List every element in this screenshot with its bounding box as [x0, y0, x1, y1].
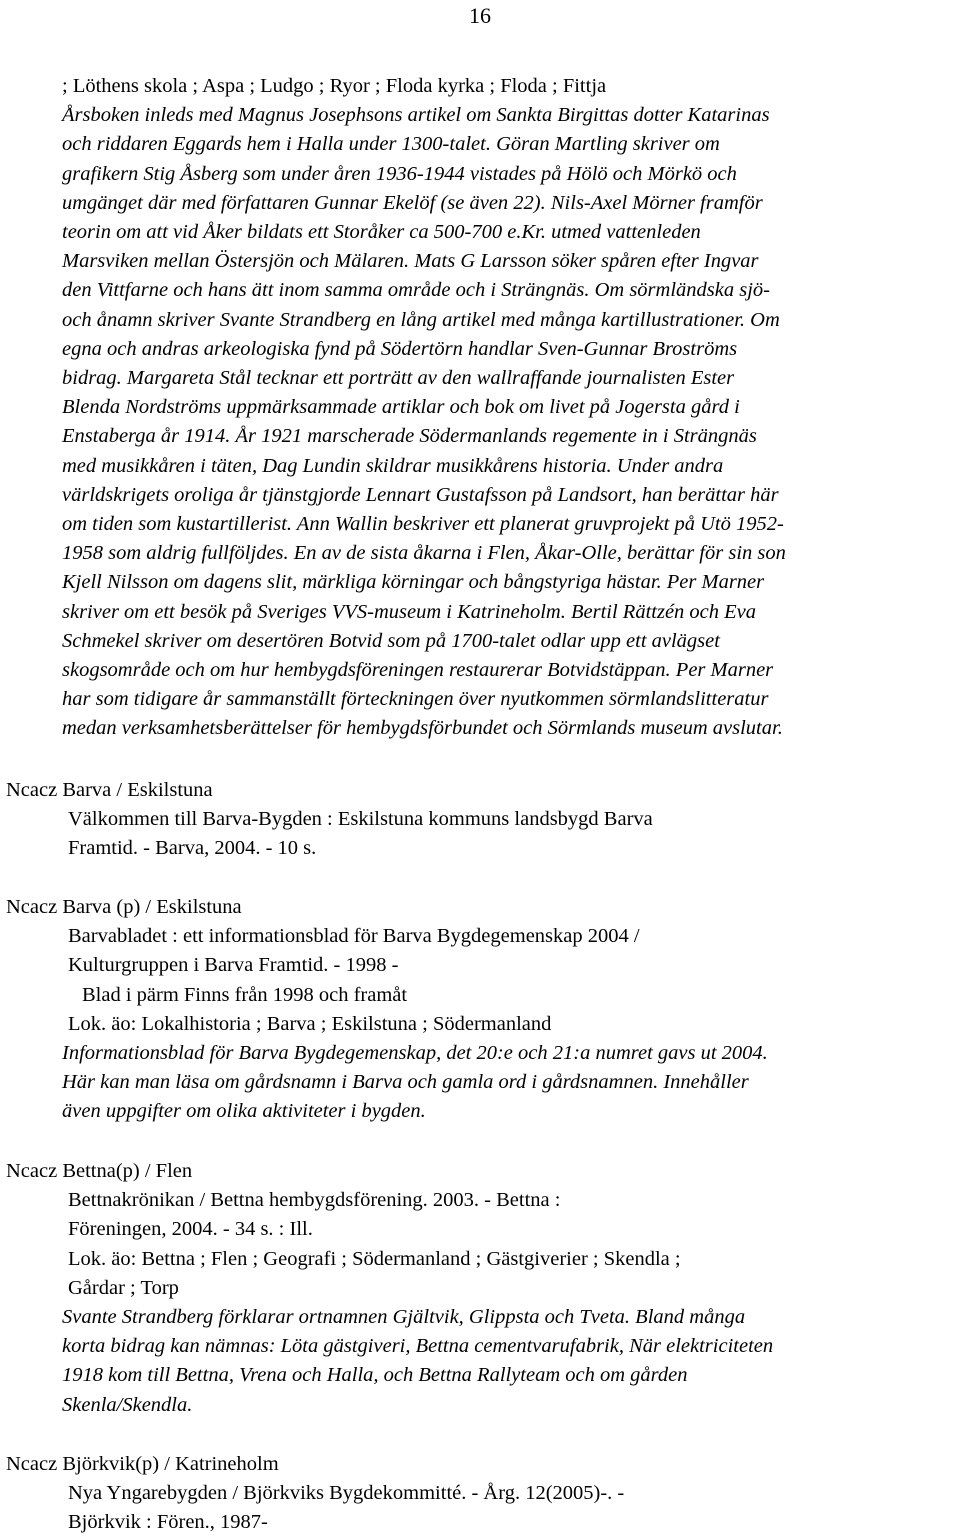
intro-line: har som tidigare år sammanställt förteckningen över nyutkommen sörmlandslitteratur: [62, 688, 769, 711]
intro-line: om tiden som kustartillerist. Ann Wallin beskriver ett planerat gruvprojekt på Utö 1952-: [62, 513, 784, 536]
entry-body-line: Framtid. - Barva, 2004. - 10 s.: [68, 837, 317, 860]
entry-body-line: Gårdar ; Torp: [68, 1276, 179, 1299]
intro-line: Marsviken mellan Östersjön och Mälaren. Mats G Larsson söker spåren efter Ingvar: [62, 250, 759, 273]
catalog-entry: [6, 776, 956, 864]
intro-line: teorin om att vid Åker bildats ett Storåker ca 500-700 e.Kr. utmed vattenleden: [62, 221, 701, 244]
intro-line: och riddaren Eggards hem i Halla under 1300-talet. Göran Martling skriver om: [62, 133, 720, 156]
page-number: 16: [469, 3, 491, 28]
intro-line: ; Löthens skola ; Aspa ; Ludgo ; Ryor ; Floda kyrka ; Floda ; Fittja: [62, 75, 607, 97]
intro-line: bidrag. Margareta Stål tecknar ett porträtt av den wallraffande journalisten Ester: [62, 367, 735, 390]
intro-line: egna och andras arkeologiska fynd på Södertörn handlar Sven-Gunnar Broströms: [62, 337, 738, 360]
entry-body-line: Lok. äo: Bettna ; Flen ; Geografi ; Södermanland ; Gästgiverier ; Skendla ;: [68, 1247, 681, 1270]
entry-annotation-line: Informationsblad för Barva Bygdegemenskap, det 20:e och 21:a numret gavs ut 2004.: [62, 1042, 768, 1065]
catalog-entry: [6, 1450, 956, 1538]
entry-body-line: Bettnakrönikan / Bettna hembygdsförening. 2003. - Bettna :: [68, 1189, 561, 1212]
entry-body-line: Björkvik : Fören., 1987-: [68, 1511, 268, 1534]
intro-line: och ånamn skriver Svante Strandberg en lång artikel med många kartillustrationer. Om: [62, 308, 780, 331]
entry-annotation-line: 1918 kom till Bettna, Vrena och Halla, och Bettna Rallyteam och om gården: [62, 1364, 688, 1387]
entry-annotation-line: korta bidrag kan nämnas: Löta gästgiveri, Bettna cementvarufabrik, När elektriciteten: [62, 1335, 774, 1358]
intro-line: Årsboken inleds med Magnus Josephsons artikel om Sankta Birgittas dotter Katarinas: [62, 104, 770, 127]
intro-line: Schmekel skriver om desertören Botvid som på 1700-talet odlar upp ett avlägset: [62, 629, 720, 652]
entry-heading: Ncacz Bettna(p) / Flen: [6, 1160, 193, 1182]
intro-line: Blenda Nordströms uppmärksammade artiklar och bok om livet på Jogersta gård i: [62, 396, 740, 419]
intro-line: Kjell Nilsson om dagens slit, märkliga körningar och bångstyriga hästar. Per Marner: [62, 571, 765, 594]
entry-body-line: Barvabladet : ett informationsblad för Barva Bygdegemenskap 2004 /: [68, 925, 640, 948]
entry-body-line: Välkommen till Barva-Bygden : Eskilstuna kommuns landsbygd Barva: [68, 808, 653, 831]
intro-line: 1958 som aldrig fullföljdes. En av de sista åkarna i Flen, Åkar-Olle, berättar för sin son: [62, 542, 786, 565]
intro-line: umgänget där med författaren Gunnar Ekelöf (se även 22). Nils-Axel Mörner framför: [62, 191, 763, 214]
entry-body-line: Kulturgruppen i Barva Framtid. - 1998 -: [68, 954, 399, 977]
entry-body-line: Lok. äo: Lokalhistoria ; Barva ; Eskilstuna ; Södermanland: [68, 1012, 552, 1035]
intro-line: den Vittfarne och hans ätt inom samma område och i Strängnäs. Om sörmländska sjö-: [62, 279, 770, 302]
entry-body-line: Blad i pärm Finns från 1998 och framåt: [82, 983, 408, 1006]
entry-annotation-line: även uppgifter om olika aktiviteter i bygden.: [62, 1100, 426, 1123]
entry-annotation-line: Skenla/Skendla.: [62, 1393, 193, 1416]
intro-line: med musikkåren i täten, Dag Lundin skildrar musikkårens historia. Under andra: [62, 454, 724, 477]
entry-heading: Ncacz Björkvik(p) / Katrineholm: [6, 1453, 279, 1475]
entry-heading: Ncacz Barva / Eskilstuna: [6, 779, 213, 801]
entry-annotation-line: Svante Strandberg förklarar ortnamnen Gjältvik, Glippsta och Tveta. Bland många: [62, 1306, 746, 1329]
entry-body-line: Föreningen, 2004. - 34 s. : Ill.: [68, 1218, 313, 1241]
entry-annotation-line: Här kan man läsa om gårdsnamn i Barva och gamla ord i gårdsnamnen. Innehåller: [62, 1071, 749, 1094]
entry-heading: Ncacz Barva (p) / Eskilstuna: [6, 896, 242, 918]
catalog-entry: [6, 1157, 956, 1420]
entry-body-line: Nya Yngarebygden / Björkviks Bygdekommitté. - Årg. 12(2005)-. -: [68, 1482, 625, 1505]
intro-line: Enstaberga år 1914. År 1921 marscherade Södermanlands regemente in i Strängnäs: [62, 425, 757, 448]
intro-line: skriver om ett besök på Sveriges VVS-museum i Katrineholm. Bertil Rättzén och Eva: [62, 600, 757, 623]
intro-paragraph: [62, 72, 960, 744]
catalog-entry: [6, 893, 956, 1127]
intro-line: grafikern Stig Åsberg som under åren 1936-1944 vistades på Hölö och Mörkö och: [62, 162, 737, 185]
intro-line: världskrigets oroliga år tjänstgjorde Lennart Gustafsson på Landsort, han berättar här: [62, 483, 779, 506]
intro-line: skogsområde och om hur hembygdsföreningen restaurerar Botvidstäppan. Per Marner: [62, 659, 774, 682]
intro-line: medan verksamhetsberättelser för hembygdsförbundet och Sörmlands museum avslutar.: [62, 717, 783, 740]
